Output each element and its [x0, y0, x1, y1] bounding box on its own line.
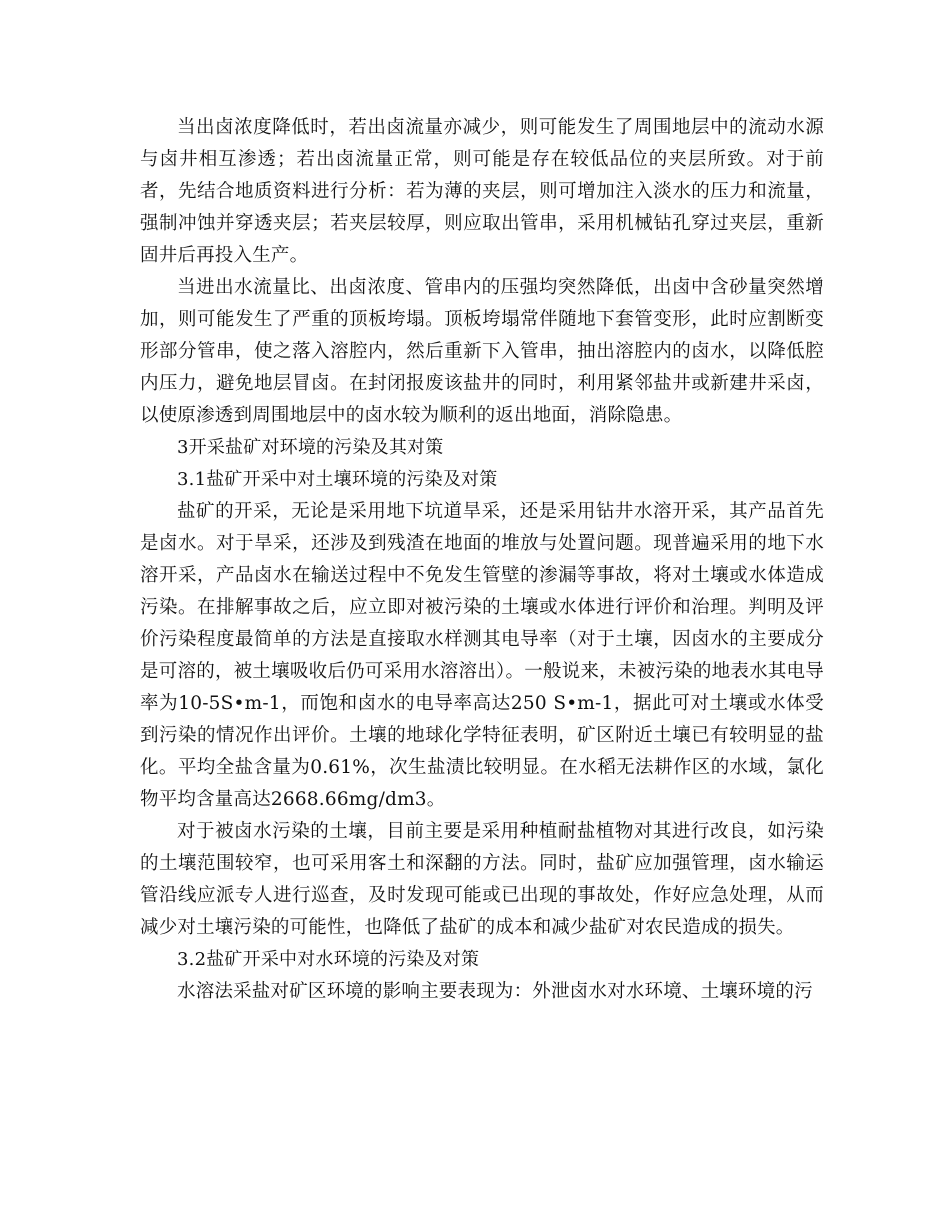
section-heading-3: 3开采盐矿对环境的污染及其对策 — [177, 437, 444, 458]
paragraph-brine-concentration-drop: 当出卤浓度降低时，若出卤流量亦减少，则可能发生了周围地层中的流动水源与卤井相互渗透；若出卤流量正常，则可能是存在较低品位的夹层所致。对于前者，先结合地质资料进行分析：若为薄的夹层，则可增加注入淡水的压力和流量，强制冲蚀并穿透夹层；若夹层较厚，则应取出管串，采用机械钻孔穿过夹层，重新固井后再投入生产。 — [140, 117, 824, 266]
document-body — [140, 112, 824, 1008]
paragraph-water-pollution: 水溶法采盐对矿区环境的影响主要表现为：外泄卤水对水环境、土壤环境的污 — [177, 981, 813, 1002]
paragraph-roof-collapse: 当进出水流量比、出卤浓度、管串内的压强均突然降低，出卤中含砂量突然增加，则可能发生了严重的顶板垮塌。顶板垮塌常伴随地下套管变形，此时应割断变形部分管串，使之落入溶腔内，然后重新下入管串，抽出溶腔内的卤水，以降低腔内压力，避免地层冒卤。在封闭报废该盐井的同时，利用紧邻盐井或新建井采卤，以使原渗透到周围地层中的卤水较为顺利的返出地面，消除隐患。 — [140, 277, 824, 426]
section-heading-3-1: 3.1盐矿开采中对土壤环境的污染及对策 — [177, 469, 498, 490]
paragraph-soil-remediation: 对于被卤水污染的土壤，目前主要是采用种植耐盐植物对其进行改良，如污染的土壤范围较窄，也可采用客土和深翻的方法。同时，盐矿应加强管理，卤水输运管沿线应派专人进行巡查，及时发现可能或已出现的事故处，作好应急处理，从而减少对土壤污染的可能性，也降低了盐矿的成本和减少盐矿对农民造成的损失。 — [140, 821, 824, 938]
section-heading-3-2: 3.2盐矿开采中对水环境的污染及对策 — [177, 949, 480, 970]
paragraph-soil-pollution: 盐矿的开采，无论是采用地下坑道旱采，还是采用钻井水溶开采，其产品首先是卤水。对于旱采，还涉及到残渣在地面的堆放与处置问题。现普遍采用的地下水溶开采，产品卤水在输送过程中不免发生管壁的渗漏等事故，将对土壤或水体造成污染。在排解事故之后，应立即对被污染的土壤或水体进行评价和治理。判明及评价污染程度最简单的方法是直接取水样测其电导率（对于土壤，因卤水的主要成分是可溶的，被土壤吸收后仍可采用水溶溶出）。一般说来，未被污染的地表水其电导率为10-5S•m-1，而饱和卤水的电导率高达250 S•m-1，据此可对土壤或水体受到污染的情况作出评价。土壤的地球化学特征表明，矿区附近土壤已有较明显的盐化。平均全盐含量为0.61%，次生盐渍比较明显。在水稻无法耕作区的水域，氯化物平均含量高达2668.66mg/dm3。 — [140, 501, 824, 810]
